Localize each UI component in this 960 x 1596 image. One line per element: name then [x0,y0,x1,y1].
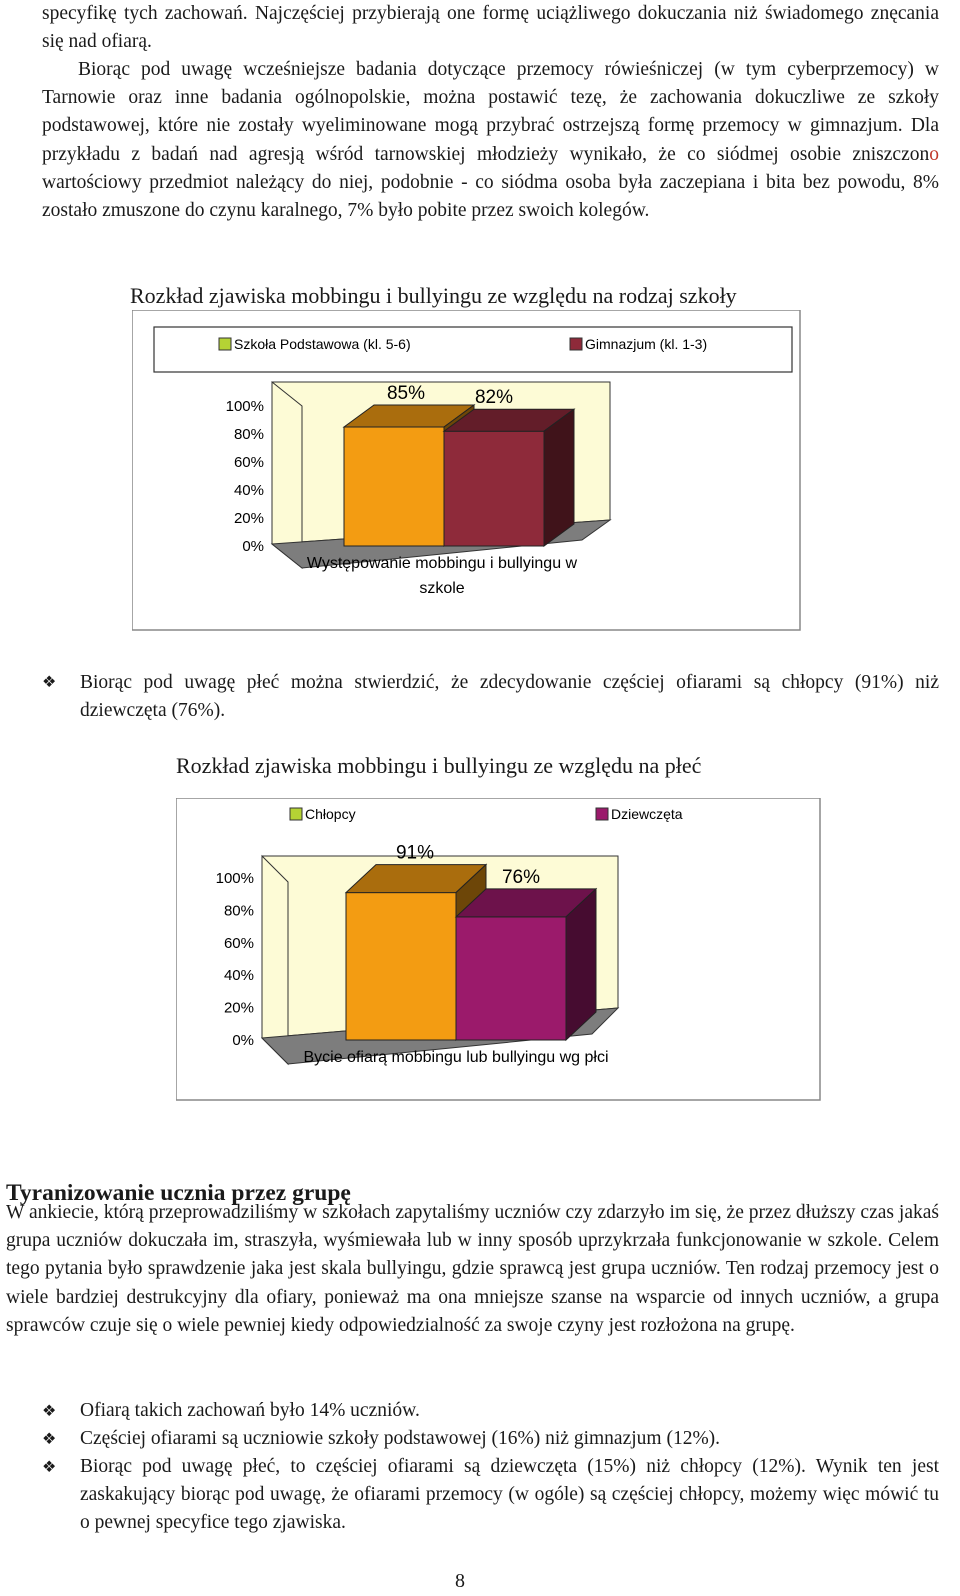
legend-label-2: Dziewczęta [611,806,683,822]
y-tick-label: 20% [223,999,254,1017]
legend-swatch-2 [596,808,608,820]
bar-side [544,409,574,546]
bullet-diamond-icon: ❖ [42,1431,57,1448]
chart2-caption: Rozkład zjawiska mobbingu i bullyingu ze względu na płeć [176,753,702,778]
chart1-xlabel-line1: Występowanie mobbingu i bullyingu w [306,555,578,572]
intro-line: specyfikę tych zachowań. Najczęściej przybierają one formę uciążliwego dokuczania niż świadomego znęcania się nad ofiarą. [42,3,939,53]
section-bullet-1 [42,1397,939,1425]
bar-value-label: 91% [395,842,435,864]
chart1-xlabel-line2: szkole [419,580,465,597]
bar [456,917,566,1040]
section-bullet-2-text: Częściej ofiarami są uczniowie szkoły podstawowej (16%) niż gimnazjum (12%). [80,1428,721,1449]
bullet-diamond-icon: ❖ [42,674,57,691]
intro-text-b: wartościowy przedmiot należący do niej, podobnie - co siódma osoba była zaczepiana i bita bez powodu, 8% zostało zmuszone do czynu karalnego, 7% było pobite przez swoich kolegów. [42,171,939,222]
legend-swatch-1 [290,808,302,820]
legend-label-2: Gimnazjum (kl. 1-3) [585,336,708,352]
bullet-gender [42,669,939,725]
chart2-xlabel: Bycie ofiarą mobbingu lub bullyingu wg płci [303,1049,609,1066]
y-tick-label: 0% [242,538,264,555]
chart-school-type [132,310,807,636]
chart1-caption: Rozkład zjawiska mobbingu i bullyingu ze względu na rodzaj szkoły [130,283,737,308]
y-tick-label: 0% [232,1032,254,1049]
section-bullet-3 [42,1453,939,1538]
legend-label-1: Chłopcy [305,806,356,822]
intro-text-red: o [929,143,939,165]
bar [346,893,456,1040]
legend-swatch-1 [219,338,231,350]
intro-paragraph-1 [42,0,939,56]
page-number: 8 [455,1570,465,1592]
section-heading: Tyranizowanie ucznia przez grupę [6,1180,351,1206]
section-body: W ankiecie, którą przeprowadziliśmy w szkołach zapytaliśmy uczniów czy zdarzyło im się, że przez dłuższy czas jakaś grupa uczniów dokuczała im, straszyła, wyśmiewała lub w inny sposób uprzykrzała funkcjonowanie w szkole. Celem tego pytania było sprawdzenie jaka jest skala bullyingu, gdzie sprawcą jest grupa uczniów. Ten rodzaj przemocy jest o wiele bardziej destrukcyjny dla ofiary, ponieważ ma ona mniejsze szanse na wsparcie od innych uczniów, a grupa sprawców czuje się o wiele pewniej kiedy odpowiedzialność za swoje czyny jest rozłożona na grupę. [6,1202,939,1336]
y-tick-label: 80% [223,902,254,920]
legend-label-1: Szkoła Podstawowa (kl. 5-6) [234,336,411,352]
bullet-diamond-icon: ❖ [42,1459,57,1476]
bar [344,427,444,546]
bar [444,431,544,546]
y-tick-label: 100% [225,398,264,415]
bar-value-label: 76% [501,866,541,888]
section-bullet-2 [42,1425,939,1453]
bar-value-label: 82% [474,387,514,409]
chart-gender [176,798,826,1108]
section-bullet-3-text: Biorąc pod uwagę płeć, to częściej ofiarami są dziewczęta (15%) niż chłopcy (12%). Wynik ten jest zaskakujący biorąc pod uwagę, że ofiarami przemocy (w ogóle) są częściej chłopcy, możemy więc mówić tu o pewnej specyfice tego zjawiska. [80,1456,939,1534]
y-tick-label: 60% [223,934,254,952]
bar-value-label: 85% [386,383,426,404]
intro-paragraph-2 [42,56,939,225]
y-tick-label: 80% [233,426,264,443]
intro-text-a: Biorąc pod uwagę wcześniejsze badania dotyczące przemocy rówieśniczej (w tym cyberprzemocy) w Tarnowie oraz inne badania ogólnopolskie, można postawić tezę, że zachowania dokuczliwe ze szkoły podstawowej, które nie zostały wyeliminowane mogą przybrać ostrzejszą formę przemocy w gimnazjum. Dla przykładu z badań nad agresją wśród tarnowskiej młodzieży wynikało, że co siódmej osobie zniszczon [42,59,939,165]
legend-swatch-2 [570,338,582,350]
y-tick-label: 40% [233,482,264,499]
y-tick-label: 100% [215,870,254,887]
bullet-gender-text: Biorąc pod uwagę płeć można stwierdzić, że zdecydowanie częściej ofiarami są chłopcy (91%) niż dziewczęta (76%). [80,672,939,722]
y-tick-label: 60% [233,454,264,471]
y-tick-label: 20% [233,510,264,527]
bullet-diamond-icon: ❖ [42,1403,57,1420]
section-bullet-1-text: Ofiarą takich zachowań było 14% uczniów. [80,1400,420,1421]
y-tick-label: 40% [223,967,254,985]
